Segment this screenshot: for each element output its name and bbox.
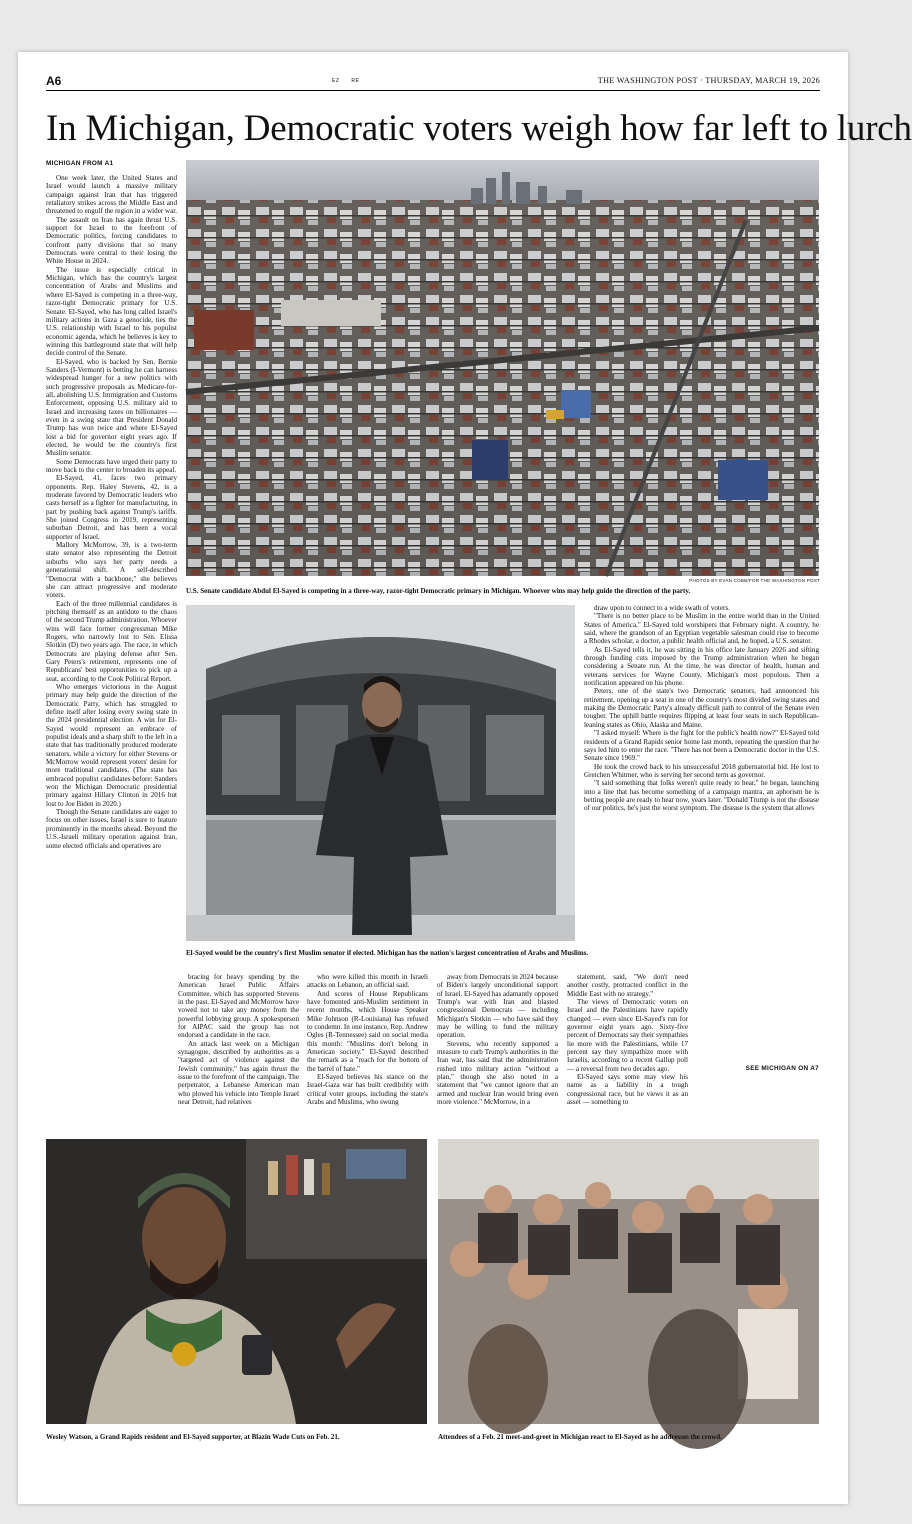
paragraph: "There is no better place to be Muslim in the entire world than in the United States of America," El-Sayed told worshipers that February night. A country, he said, where the grandson of an Egyptian vegetable salesman could rise to become a Rhodes scholar, a doctor, a public health official and, he hoped, a U.S. senator.	[584, 612, 819, 646]
paragraph: El-Sayed says some may view his name as a liability in a tough congressional race, but he views it as an asset — something to	[567, 1073, 688, 1107]
article-column-2	[178, 973, 299, 1107]
headline: In Michigan, Democratic voters weigh how far left to lurch	[46, 108, 912, 149]
paragraph: "I asked myself: Where is the fight for the public's health now?" El-Sayed told residents of a Grand Rapids senior home last month, repeating the question that he says led him to enter the race. "There has not been a Democratic doctor in the U.S. Senate since 1969."	[584, 729, 819, 763]
paragraph: statement, said, "We don't need another costly, protracted conflict in the Middle East with no strategy."	[567, 973, 688, 998]
edition-mark: EZ	[332, 78, 340, 84]
paragraph: The views of Democratic voters on Israel and the Palestinians have rapidly changed — even since El-Sayed's run for governor eight years ago. Sixty-five percent of Democrats say their sympathies lie more with the Palestinians, while 17 percent say they sympathize more with Israelis, according to a recent Gallup poll — a reversal from two decades ago.	[567, 998, 688, 1073]
supporter-photo	[46, 1139, 427, 1424]
article-column-1	[46, 174, 177, 1086]
paragraph: Each of the three millennial candidates is pitching themself as an antidote to the chaos of the second Trump administration. Whoever wins will face former congressman Mike Rogers, who narrowly lost to Sen. Elissa Slotkin (D) two years ago. The race, in which Democrats are playing defense after Sen. Gary Peters's retirement, represents one of Republicans' best opportunities to pick up a seat, according to the Cook Political Report.	[46, 599, 177, 683]
paragraph: Who emerges victorious in the August primary may help guide the direction of the Democratic Party, which has struggled to define itself after losing every swing state in the 2024 presidential election. A win for El-Sayed would represent an embrace of populist ideals and a sharp shift to the left in a state that has traditionally produced moderate senators, while a victory for either Stevens or McMorrow would represent voters' desire for more traditional candidates. (The state has embraced populist candidates before: Sanders won the Michigan Democratic presidential primary against Hillary Clinton in 2016 but lost to Joe Biden in 2020.)	[46, 682, 177, 808]
paragraph: Some Democrats have urged their party to move back to the center to broaden its appeal.	[46, 457, 177, 475]
masthead-rule	[46, 90, 820, 91]
supporter-image	[46, 1139, 427, 1424]
article-column-4	[437, 973, 558, 1107]
article-column-3	[307, 973, 428, 1107]
paragraph: The issue is especially critical in Michigan, which has the country's largest concentration of Arabs and Muslims and where El-Sayed is competing in a three-way, razor-tight Democratic primary for U.S. Senate. El-Sayed, who has long called Israel's military actions in Gaza a genocide, ties the U.S. relationship with Israel to his populist economic agenda, which he believes is key to winning this battleground state that will help decide control of the Senate.	[46, 265, 177, 358]
paragraph: An attack last week on a Michigan synagogue, described by authorities as a "targeted act of violence against the Jewish community," has again thrust the issue to the forefront of the campaign. The perpetrator, a Lebanese American man who plowed his vehicle into Temple Israel near Detroit, had relatives	[178, 1039, 299, 1107]
jump-line: SEE MICHIGAN ON A7	[745, 1065, 819, 1072]
paragraph: And scores of House Republicans have fomented anti-Muslim sentiment in recent months, which House Speaker Mike Johnson (R-Louisiana) has refused to condemn. In one instance, Rep. Andrew Ogles (R-Tennessee) said on social media this month: "Muslims don't belong in American society." El-Sayed described the remark as a "reach for the bottom of the barrel of hate."	[307, 989, 428, 1073]
crowd-image	[438, 1139, 819, 1424]
top-photo-caption: U.S. Senate candidate Abdul El-Sayed is competing in a three-way, razor-tight Democratic primary in Michigan. Whoever wins may help guide the direction of the party.	[186, 587, 691, 595]
candidate-portrait-image	[186, 605, 575, 941]
bottom-left-caption: Wesley Watson, a Grand Rapids resident and El-Sayed supporter, at Blazin Wade Cuts on Feb. 21.	[46, 1433, 340, 1441]
page-number: A6	[46, 74, 62, 88]
paragraph: He took the crowd back to his unsuccessful 2018 gubernatorial bid. He lost to Gretchen Whitmer, who is serving her second term as governor.	[584, 762, 819, 779]
paragraph: El-Sayed believes his stance on the Israel-Gaza war has built credibility with critical voter groups, including the state's Arabs and Muslims, who swung	[307, 1073, 428, 1107]
paragraph: Though the Senate candidates are eager to focus on other issues, Israel is sure to feature prominently in the months ahead. Beyond the U.S.-Israeli military operation against Iran, some elected officials and operatives are	[46, 808, 177, 850]
paragraph: away from Democrats in 2024 because of Biden's largely unconditional support of Israel. El-Sayed has adamantly opposed Trump's war with Iran and blasted congressional Democrats — including Michigan's Slotkin — who have said they may be willing to fund the military operation.	[437, 973, 558, 1040]
dateline: THE WASHINGTON POST · THURSDAY, MARCH 19, 2026	[597, 76, 820, 85]
paragraph: As El-Sayed tells it, he was sitting in his office late January 2026 and sifting through funding cuts imposed by the Trump administration when he began considering a Senate run. At the time, he was director of health, human and veterans services for Wayne County, Michigan's most populous. Then a notification appeared on his phone.	[584, 645, 819, 688]
middle-photo-caption: El-Sayed would be the country's first Muslim senator if elected. Michigan has the nation's largest concentration of Arabs and Muslims.	[186, 949, 589, 957]
paragraph: "I said something that folks weren't quite ready to hear," he began, launching into a line that has become something of a campaign mantra, an aphorism he is betting people are ready to hear now, years later. "Donald Trump is not the disease of our politics, he's just the worst symptom. The disease is the system that allows	[584, 779, 819, 813]
aerial-city-image	[186, 160, 819, 576]
paragraph: draw upon to connect to a wide swath of voters.	[594, 604, 730, 612]
paragraph: El-Sayed, who is backed by Sen. Bernie Sanders (I-Vermont) is betting he can harness widespread hunger for a new politics with such progressive proposals as Medicare-for-all, abolishing U.S. Immigration and Customs Enforcement, opposing U.S. military aid to Israel and increasing taxes on billionaires — even in a swing state that President Donald Trump has won twice and where El-Sayed lost a bid for governor eight years ago. If elected, he would be the country's first Muslim senator.	[46, 357, 177, 458]
bottom-right-caption: Attendees of a Feb. 21 meet-and-greet in Michigan react to El-Sayed as he addresses the crowd.	[438, 1433, 722, 1441]
edition-marks	[332, 78, 371, 84]
paragraph: Peters, one of the state's two Democratic senators, had announced his retirement, opening up a seat in one of the country's most divided swing states and making the Democratic Party's already difficult path to control of the Senate even tougher. The uphill battle requires flipping at least four seats in such Republican-leaning states as Ohio, Alaska and Maine.	[584, 687, 819, 729]
newspaper-page	[18, 52, 912, 1504]
jump-kicker: MICHIGAN FROM A1	[46, 160, 114, 167]
paragraph: Mallory McMorrow, 39, is a two-term state senator also representing the Detroit suburbs who says her party needs a generational shift. A self-described "Democrat with a backbone," she believes she can attract progressive and moderate voters.	[46, 541, 177, 600]
paragraph: One week later, the United States and Israel would launch a massive military campaign against Iran that has triggered retaliatory strikes across the Middle East and threatened to engulf the region in a wider war.	[46, 174, 177, 216]
photo-credit: PHOTOS BY EVAN COBB/FOR THE WASHINGTON POST	[689, 578, 820, 583]
paragraph: who were killed this month in Israeli attacks on Lebanon, an official said.	[307, 973, 428, 990]
paragraph: The assault on Iran has again thrust U.S. support for Israel to the forefront of Democratic politics, forcing candidates to confront party divisions that so many Democrats were central to their losing the White House in 2024.	[46, 215, 177, 266]
crowd-photo	[438, 1139, 819, 1424]
candidate-portrait-photo	[186, 605, 575, 941]
aerial-city-photo	[186, 160, 819, 576]
edition-mark: RE	[351, 78, 360, 84]
paragraph: bracing for heavy spending by the American Israel Public Affairs Committee, which has supported Stevens in the past. El-Sayed and McMorrow have vowed not to take any money from the powerful lobbying group. A spokesperson for AIPAC said the group has not endorsed a candidate in the race.	[178, 973, 299, 1040]
paragraph: El-Sayed, 41, faces two primary opponents. Rep. Haley Stevens, 42, is a moderate favored by Democratic leaders who casts herself as a fighter for manufacturing, in part by pushing back against Trump's tariffs. She joined Congress in 2019, representing suburban Detroit, and has been a vocal supporter of Israel.	[46, 474, 177, 541]
paragraph: Stevens, who recently supported a measure to curb Trump's authorities in the Iran war, has said that the administration rushed into military action "without a plan," though she also noted in a statement that "we cannot ignore that an armed and nuclear Iran would bring even more violence." McMorrow, in a	[437, 1039, 558, 1107]
